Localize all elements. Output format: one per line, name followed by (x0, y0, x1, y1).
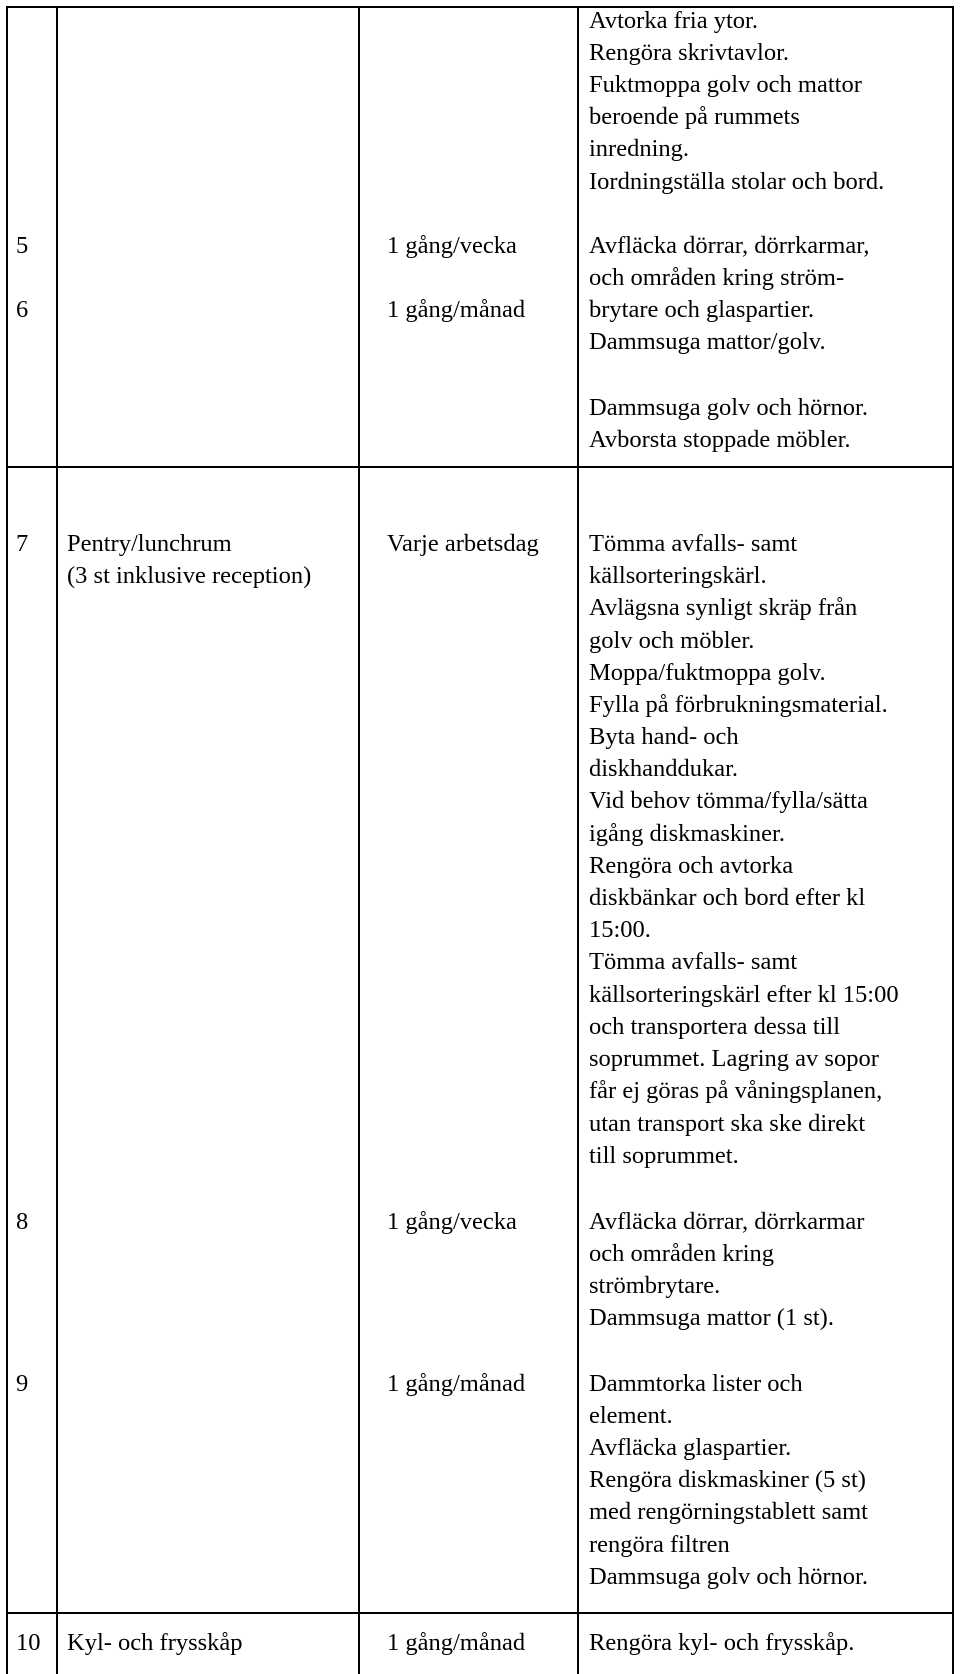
frequency: 1 gång/vecka (387, 1208, 517, 1235)
task-line: brytare och glaspartier. (589, 296, 815, 323)
task-line: till soprummet. (589, 1142, 739, 1169)
task-line: diskhanddukar. (589, 755, 739, 782)
task-line: 15:00. (589, 916, 651, 943)
task-line: Rengöra och avtorka (589, 852, 794, 879)
task-line: Iordningställa stolar och bord. (589, 168, 885, 195)
task-line: rengöra filtren (589, 1531, 730, 1558)
task-line: Rengöra kyl- och frysskåp. (589, 1629, 855, 1656)
frequency: Varje arbetsdag (387, 530, 539, 557)
task-line: med rengörningstablett samt (589, 1498, 868, 1525)
row-number: 8 (16, 1208, 29, 1235)
task-line: Dammsuga mattor (1 st). (589, 1304, 834, 1331)
task-line: Vid behov tömma/fylla/sätta (589, 787, 868, 814)
task-line: och områden kring ström- (589, 264, 845, 291)
task-line: Avborsta stoppade möbler. (589, 426, 851, 453)
task-line: diskbänkar och bord efter kl (589, 884, 866, 911)
row-number: 6 (16, 296, 29, 323)
frequency: 1 gång/månad (387, 1370, 526, 1397)
task-line: Moppa/fuktmoppa golv. (589, 659, 826, 686)
column-divider (56, 8, 58, 1674)
row-number: 5 (16, 232, 29, 259)
task-line: och transportera dessa till (589, 1013, 841, 1040)
task-line: inredning. (589, 135, 690, 162)
task-line: utan transport ska ske direkt (589, 1110, 866, 1137)
frequency: 1 gång/månad (387, 1629, 526, 1656)
row-number: 10 (16, 1629, 41, 1656)
task-line: Fylla på förbrukningsmaterial. (589, 691, 888, 718)
task-line: Tömma avfalls- samt (589, 948, 798, 975)
task-line: Dammsuga golv och hörnor. (589, 1563, 868, 1590)
task-line: får ej göras på våningsplanen, (589, 1077, 883, 1104)
row-number: 7 (16, 530, 29, 557)
column-divider (358, 8, 360, 1674)
task-line: soprummet. Lagring av sopor (589, 1045, 879, 1072)
task-line: Fuktmoppa golv och mattor (589, 71, 862, 98)
task-line: Dammsuga mattor/golv. (589, 328, 826, 355)
task-line: Tömma avfalls- samt (589, 530, 798, 557)
column-divider (577, 8, 579, 1674)
task-line: Avfläcka glaspartier. (589, 1434, 792, 1461)
row-number: 9 (16, 1370, 29, 1397)
room-note: (3 st inklusive reception) (67, 562, 312, 589)
task-line: Dammsuga golv och hörnor. (589, 394, 868, 421)
task-line: strömbrytare. (589, 1272, 721, 1299)
task-line: Byta hand- och (589, 723, 739, 750)
task-line: golv och möbler. (589, 627, 755, 654)
room-name: Pentry/lunchrum (67, 530, 232, 557)
task-line: källsorteringskärl. (589, 562, 767, 589)
frequency: 1 gång/månad (387, 296, 526, 323)
room-name: Kyl- och frysskåp (67, 1629, 243, 1656)
task-line: Avlägsna synligt skräp från (589, 594, 858, 621)
row-divider (8, 1612, 952, 1614)
task-line: element. (589, 1402, 673, 1429)
row-divider (8, 466, 952, 468)
task-line: Avtorka fria ytor. (589, 7, 758, 34)
task-line: källsorteringskärl efter kl 15:00 (589, 981, 899, 1008)
task-line: beroende på rummets (589, 103, 800, 130)
task-line: Rengöra skrivtavlor. (589, 39, 790, 66)
task-line: och områden kring (589, 1240, 775, 1267)
task-line: Avfläcka dörrar, dörrkarmar, (589, 232, 870, 259)
task-line: Dammtorka lister och (589, 1370, 803, 1397)
task-line: igång diskmaskiner. (589, 820, 785, 847)
frequency: 1 gång/vecka (387, 232, 517, 259)
task-line: Avfläcka dörrar, dörrkarmar (589, 1208, 865, 1235)
task-line: Rengöra diskmaskiner (5 st) (589, 1466, 866, 1493)
